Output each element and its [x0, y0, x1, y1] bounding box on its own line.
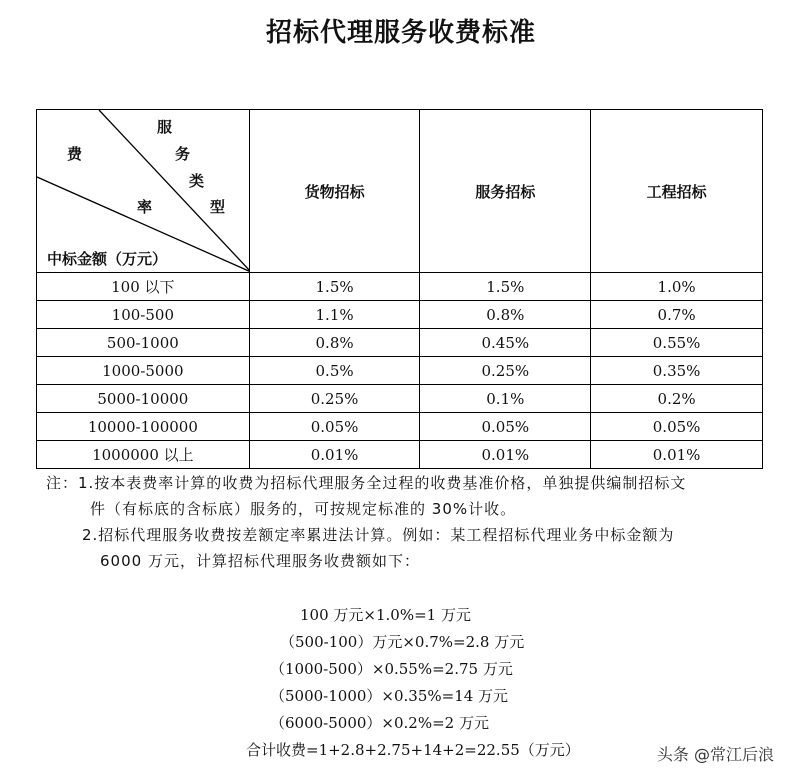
table-row: [37, 301, 763, 329]
note-1-line-1: 注：1.按本表费率计算的收费为招标代理服务全过程的收费基准价格，单独提供编制招标文: [46, 474, 687, 492]
rate-cell: 1.5%: [420, 273, 591, 301]
rate-cell: 0.05%: [420, 413, 591, 441]
range-cell: 500-1000: [37, 329, 250, 357]
rate-cell: 0.8%: [249, 329, 420, 357]
range-cell: 100-500: [37, 301, 250, 329]
rate-cell: 0.5%: [249, 357, 420, 385]
notes-section: [46, 470, 776, 574]
table-row: [37, 329, 763, 357]
amount-label: 中标金额（万元）: [47, 250, 168, 268]
rate-cell: 0.05%: [249, 413, 420, 441]
rate-cell: 0.35%: [591, 357, 763, 385]
rate-cell: 0.25%: [420, 357, 591, 385]
rate-cell: 0.1%: [420, 385, 591, 413]
column-header-goods: 货物招标: [249, 110, 420, 273]
table-row: [37, 273, 763, 301]
calc-line: （6000-5000）×0.2%=2 万元: [270, 714, 489, 732]
note-2-line-2: 6000 万元，计算招标代理服务收费额如下：: [100, 552, 420, 570]
rate-cell: 0.55%: [591, 329, 763, 357]
column-header-engineering: 工程招标: [591, 110, 763, 273]
calc-line: （1000-500）×0.55%=2.75 万元: [270, 660, 513, 678]
page-title: 招标代理服务收费标准: [265, 18, 536, 48]
rate-cell: 0.8%: [420, 301, 591, 329]
note-2-line-1: 2.招标代理服务收费按差额定率累进法计算。例如：某工程招标代理业务中标金额为: [82, 526, 675, 544]
table-row: [37, 441, 763, 469]
rate-cell: 0.01%: [591, 441, 763, 469]
diagonal-header-cell: [37, 110, 250, 273]
rate-cell: 0.05%: [591, 413, 763, 441]
corner-char: 类: [189, 172, 205, 190]
table-row: [37, 385, 763, 413]
range-cell: 100 以下: [37, 273, 250, 301]
rate-cell: 1.0%: [591, 273, 763, 301]
rate-cell: 1.5%: [249, 273, 420, 301]
watermark: 头条 @常江后浪: [656, 745, 774, 764]
table-header-row: [37, 110, 763, 273]
corner-char: 务: [175, 145, 191, 163]
rate-cell: 0.01%: [420, 441, 591, 469]
note-1-line-2: 件（有标底的含标底）服务的，可按规定标准的 30%计收。: [90, 500, 517, 518]
rate-cell: 0.45%: [420, 329, 591, 357]
range-cell: 1000000 以上: [37, 441, 250, 469]
calc-line: （500-100）万元×0.7%=2.8 万元: [280, 633, 525, 651]
column-header-service: 服务招标: [420, 110, 591, 273]
table-row: [37, 357, 763, 385]
range-cell: 10000-100000: [37, 413, 250, 441]
rate-cell: 0.2%: [591, 385, 763, 413]
range-cell: 1000-5000: [37, 357, 250, 385]
fee-table: [36, 109, 763, 469]
range-cell: 5000-10000: [37, 385, 250, 413]
rate-cell: 0.7%: [591, 301, 763, 329]
rate-cell: 0.25%: [249, 385, 420, 413]
calc-total: 合计收费=1+2.8+2.75+14+2=22.55（万元）: [246, 741, 580, 759]
calc-line: 100 万元×1.0%=1 万元: [300, 606, 471, 624]
calc-line: （5000-1000）×0.35%=14 万元: [270, 687, 509, 705]
table-row: [37, 413, 763, 441]
corner-char: 服: [157, 118, 173, 136]
rate-cell: 1.1%: [249, 301, 420, 329]
corner-char: 费: [67, 145, 83, 163]
corner-char: 型: [210, 198, 226, 216]
corner-char: 率: [137, 198, 153, 216]
rate-cell: 0.01%: [249, 441, 420, 469]
